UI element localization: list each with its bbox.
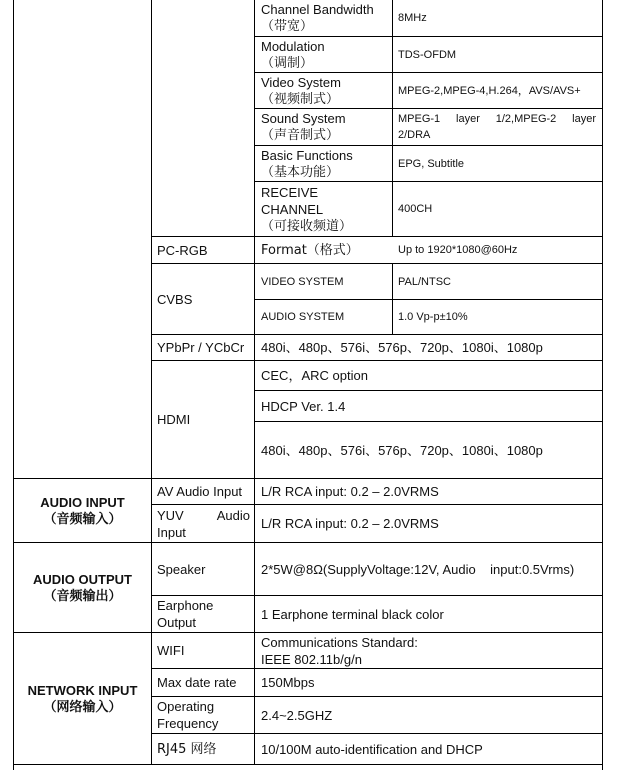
operating-frequency-value <box>261 697 601 733</box>
max-rate-value <box>261 669 601 696</box>
channel-bandwidth-label-cn: （带宽） <box>261 19 314 34</box>
table-border-right <box>602 0 603 770</box>
hdmi-group <box>157 361 252 478</box>
modulation-label <box>261 37 389 72</box>
max-rate-label <box>157 669 252 696</box>
earphone-label-2: Output <box>157 615 197 630</box>
video-system-label <box>261 73 389 108</box>
pc-rgb-format-label <box>261 237 389 263</box>
operating-frequency-value-text: 2.4~2.5GHZ <box>261 707 333 723</box>
wifi-value-2: IEEE 802.11b/g/n <box>261 651 362 667</box>
audio-output-section <box>14 543 151 632</box>
av-audio-input-value <box>261 479 601 504</box>
channel-bandwidth-value-text: 8MHz <box>398 12 427 24</box>
cvbs-audio-label-text: AUDIO SYSTEM <box>261 311 345 323</box>
basic-functions-label-en: Basic Functions <box>261 147 353 163</box>
cvbs-group-label: CVBS <box>157 291 193 307</box>
hdmi-group-label: HDMI <box>157 412 191 427</box>
operating-frequency-label-2: Frequency <box>157 716 219 731</box>
video-system-value-text: MPEG-2,MPEG-4,H.264，AVS/AVS+ <box>398 84 581 97</box>
cvbs-video-value-text: PAL/NTSC <box>398 275 451 288</box>
network-input-section <box>14 633 151 764</box>
sound-system-label <box>261 109 389 145</box>
yuv-audio-input-label-1: YUV Audio <box>157 507 250 523</box>
sound-system-label-cn: （声音制式） <box>261 128 340 143</box>
table-divider <box>254 0 255 764</box>
basic-functions-value-text: EPG, Subtitle <box>398 157 465 170</box>
receive-channel-value-text: 400CH <box>398 203 433 215</box>
max-rate-label-text: Max date rate <box>157 675 237 690</box>
pc-rgb-format-text: Format（格式） <box>261 242 359 258</box>
speaker-value <box>261 543 601 595</box>
channel-bandwidth-label <box>261 0 389 36</box>
yuv-audio-input-value-text: L/R RCA input: 0.2 – 2.0VRMS <box>261 516 439 531</box>
receive-channel-label-2: CHANNEL <box>261 201 324 217</box>
sound-system-value-line1: MPEG-1 layer 1/2,MPEG-2 layer <box>398 113 596 125</box>
av-audio-input-value-text: L/R RCA input: 0.2 – 2.0VRMS <box>261 484 439 499</box>
modulation-value-text: TDS-OFDM <box>398 48 457 61</box>
operating-frequency-label-1: Operating <box>157 699 215 714</box>
modulation-label-en: Modulation <box>261 38 325 54</box>
ypbpr-group <box>157 335 254 360</box>
cvbs-video-value <box>398 264 598 299</box>
av-audio-input-label <box>157 479 252 504</box>
pc-rgb-value <box>398 237 598 263</box>
earphone-label-1: Earphone <box>157 598 214 613</box>
audio-output-title: AUDIO OUTPUT <box>33 571 132 587</box>
speaker-label <box>157 543 252 595</box>
wifi-value <box>261 633 601 668</box>
earphone-value <box>261 596 601 632</box>
network-input-title: NETWORK INPUT <box>27 682 138 698</box>
ypbpr-value <box>261 335 601 360</box>
operating-frequency-label <box>157 697 252 733</box>
cvbs-video-label-text: VIDEO SYSTEM <box>261 275 344 288</box>
sound-system-value-line2: 2/DRA <box>398 129 431 141</box>
speaker-value-text: 2*5W@8Ω(SupplyVoltage:12V, Audio input:0.5Vrms) <box>261 561 575 577</box>
max-rate-value-text: 150Mbps <box>261 675 315 690</box>
hdmi-formats-text: 480i、480p、576i、576p、720p、1080i、1080p <box>261 442 543 458</box>
channel-bandwidth-label-en: Channel Bandwidth <box>261 2 374 17</box>
wifi-label <box>157 633 252 668</box>
audio-input-title: AUDIO INPUT <box>40 494 125 510</box>
earphone-value-text: 1 Earphone terminal black color <box>261 606 444 622</box>
speaker-label-text: Speaker <box>157 561 206 577</box>
receive-channel-value <box>398 182 598 236</box>
hdmi-cec-text: CEC，ARC option <box>261 368 368 383</box>
receive-channel-label <box>261 182 389 236</box>
rj45-label <box>157 734 252 764</box>
pc-rgb-group <box>157 237 252 263</box>
sound-system-value <box>398 109 596 145</box>
audio-output-title-cn: （音频输出） <box>43 588 122 604</box>
pc-rgb-group-label: PC-RGB <box>157 242 208 258</box>
network-input-title-cn: （网络输入） <box>43 699 122 715</box>
av-audio-input-label-text: AV Audio Input <box>157 484 243 499</box>
basic-functions-value <box>398 146 598 181</box>
yuv-audio-input-label <box>157 505 250 542</box>
hdmi-formats <box>261 422 601 478</box>
cvbs-audio-value-text: 1.0 Vp-p±10% <box>398 311 468 323</box>
modulation-label-cn: （调制） <box>261 55 314 71</box>
basic-functions-label <box>261 146 389 181</box>
video-system-value <box>398 73 598 108</box>
rj45-label-text: RJ45 网络 <box>157 741 217 757</box>
earphone-label <box>157 596 252 632</box>
ypbpr-value-text: 480i、480p、576i、576p、720p、1080i、1080p <box>261 340 543 355</box>
yuv-audio-input-label-2: Input <box>157 524 186 540</box>
audio-input-title-cn: （音频输入） <box>43 511 122 527</box>
channel-bandwidth-value <box>398 0 598 36</box>
audio-input-section <box>14 479 151 542</box>
cvbs-group <box>157 264 252 334</box>
hdmi-hdcp-text: HDCP Ver. 1.4 <box>261 398 346 414</box>
cvbs-audio-value <box>398 300 598 334</box>
ypbpr-group-label: YPbPr / YCbCr <box>157 340 245 355</box>
modulation-value <box>398 37 598 72</box>
rj45-value-text: 10/100M auto-identification and DHCP <box>261 741 483 757</box>
video-system-label-cn: （视频制式） <box>261 91 340 107</box>
cvbs-audio-label <box>261 300 389 334</box>
yuv-audio-input-value <box>261 505 601 542</box>
rj45-value <box>261 734 601 764</box>
cvbs-video-label <box>261 264 389 299</box>
receive-channel-label-1: RECEIVE <box>261 184 319 200</box>
wifi-label-text: WIFI <box>157 643 185 658</box>
table-divider <box>151 0 152 764</box>
hdmi-cec <box>261 361 601 390</box>
table-border-bottom <box>13 764 603 765</box>
receive-channel-label-cn: （可接收频道） <box>261 218 353 234</box>
video-system-label-en: Video System <box>261 74 341 90</box>
wifi-value-1: Communications Standard: <box>261 634 418 650</box>
hdmi-hdcp <box>261 391 601 421</box>
basic-functions-label-cn: （基本功能） <box>261 164 340 180</box>
pc-rgb-value-text: Up to 1920*1080@60Hz <box>398 244 518 256</box>
sound-system-label-en: Sound System <box>261 111 346 126</box>
